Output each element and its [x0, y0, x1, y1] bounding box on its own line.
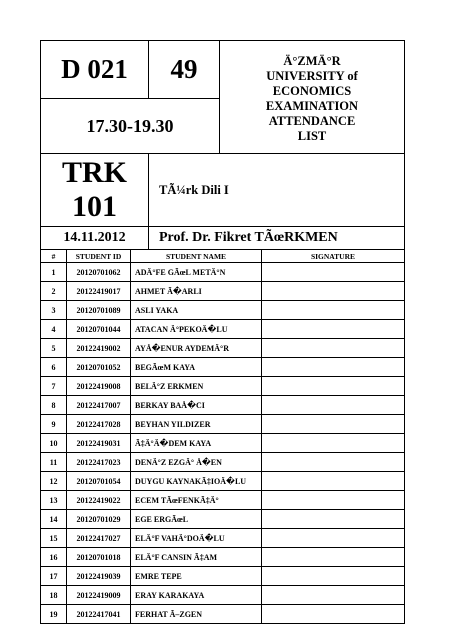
col-name-header: STUDENT NAME [131, 250, 262, 263]
university-line: UNIVERSITY of [266, 69, 358, 83]
student-name: ATACAN Ä°PEKOÄ�LU [131, 320, 262, 339]
student-id: 20122419008 [67, 377, 131, 396]
col-number-header: # [41, 250, 67, 263]
signature-cell[interactable] [262, 415, 405, 434]
student-name: ERAY KARAKAYA [131, 586, 262, 605]
table-row [41, 320, 405, 339]
university-line: EXAMINATION [265, 99, 359, 113]
exam-date: 14.11.2012 [41, 227, 149, 249]
student-id: 20122419031 [67, 434, 131, 453]
student-name: AHMET Ã�ARLI [131, 282, 262, 301]
table-row [41, 415, 405, 434]
student-id: 20120701044 [67, 320, 131, 339]
course-code [41, 154, 149, 226]
student-id: 20120701089 [67, 301, 131, 320]
student-name: ECEM TÃœFENKÃ‡Ä° [131, 491, 262, 510]
row-number: 7 [41, 377, 67, 396]
signature-cell[interactable] [262, 567, 405, 586]
row-number: 8 [41, 396, 67, 415]
table-header-row [41, 250, 405, 263]
row-number: 1 [41, 263, 67, 282]
meta-section [41, 227, 404, 250]
header-section [41, 41, 404, 154]
student-name: ELÄ°F CANSIN Ã‡AM [131, 548, 262, 567]
table-body [41, 263, 405, 624]
table-row [41, 339, 405, 358]
university-line: LIST [297, 129, 327, 143]
signature-cell[interactable] [262, 377, 405, 396]
table-row [41, 434, 405, 453]
student-id: 20120701054 [67, 472, 131, 491]
row-number: 13 [41, 491, 67, 510]
room-number: 49 [149, 41, 220, 99]
course-section [41, 154, 404, 227]
signature-cell[interactable] [262, 491, 405, 510]
university-line: ECONOMICS [272, 84, 352, 98]
row-number: 12 [41, 472, 67, 491]
attendance-sheet [40, 40, 405, 624]
student-id: 20120701052 [67, 358, 131, 377]
table-row [41, 396, 405, 415]
signature-cell[interactable] [262, 282, 405, 301]
signature-cell[interactable] [262, 453, 405, 472]
row-number: 11 [41, 453, 67, 472]
signature-cell[interactable] [262, 396, 405, 415]
student-name: BELÄ°Z ERKMEN [131, 377, 262, 396]
student-id: 20120701062 [67, 263, 131, 282]
row-number: 19 [41, 605, 67, 624]
student-id: 20122419039 [67, 567, 131, 586]
student-name: FERHAT Ã–ZGEN [131, 605, 262, 624]
row-number: 17 [41, 567, 67, 586]
student-name: BEYHAN YILDIZER [131, 415, 262, 434]
row-number: 5 [41, 339, 67, 358]
table-row [41, 358, 405, 377]
table-row [41, 263, 405, 282]
student-name: ASLI YAKA [131, 301, 262, 320]
university-title [220, 41, 404, 153]
signature-cell[interactable] [262, 434, 405, 453]
signature-cell[interactable] [262, 358, 405, 377]
table-row [41, 510, 405, 529]
student-name: DENÄ°Z EZGÄ° Å�EN [131, 453, 262, 472]
student-name: AYÅ�ENUR AYDEMÄ°R [131, 339, 262, 358]
row-number: 4 [41, 320, 67, 339]
signature-cell[interactable] [262, 472, 405, 491]
student-id: 20122417007 [67, 396, 131, 415]
table-row [41, 301, 405, 320]
student-id: 20122417041 [67, 605, 131, 624]
signature-cell[interactable] [262, 548, 405, 567]
student-table [40, 249, 405, 624]
row-number: 15 [41, 529, 67, 548]
student-id: 20122419017 [67, 282, 131, 301]
table-row [41, 491, 405, 510]
exam-code: D 021 [41, 41, 149, 99]
student-id: 20122419022 [67, 491, 131, 510]
student-name: BEGÃœM KAYA [131, 358, 262, 377]
signature-cell[interactable] [262, 510, 405, 529]
col-signature-header: SIGNATURE [262, 250, 405, 263]
col-id-header: STUDENT ID [67, 250, 131, 263]
table-row [41, 453, 405, 472]
exam-time: 17.30-19.30 [41, 99, 220, 153]
student-id: 20120701029 [67, 510, 131, 529]
student-id: 20122419002 [67, 339, 131, 358]
signature-cell[interactable] [262, 320, 405, 339]
student-id: 20122417027 [67, 529, 131, 548]
signature-cell[interactable] [262, 339, 405, 358]
table-row [41, 548, 405, 567]
course-code-line: TRK [61, 156, 127, 189]
university-line: Ä°ZMÄ°R [283, 54, 341, 68]
signature-cell[interactable] [262, 605, 405, 624]
table-row [41, 605, 405, 624]
signature-cell[interactable] [262, 263, 405, 282]
student-name: Ã‡Ä°Ä�DEM KAYA [131, 434, 262, 453]
student-id: 20122417028 [67, 415, 131, 434]
table-row [41, 586, 405, 605]
student-id: 20122417023 [67, 453, 131, 472]
row-number: 18 [41, 586, 67, 605]
row-number: 6 [41, 358, 67, 377]
table-row [41, 282, 405, 301]
signature-cell[interactable] [262, 301, 405, 320]
instructor-name: Prof. Dr. Fikret TÃœRKMEN [159, 230, 338, 245]
row-number: 9 [41, 415, 67, 434]
table-row [41, 472, 405, 491]
signature-cell[interactable] [262, 529, 405, 548]
student-name: EGE ERGÃœL [131, 510, 262, 529]
row-number: 16 [41, 548, 67, 567]
row-number: 10 [41, 434, 67, 453]
course-code-line: 101 [72, 190, 117, 223]
student-name: BERKAY BAÅ�CI [131, 396, 262, 415]
signature-cell[interactable] [262, 586, 405, 605]
table-row [41, 377, 405, 396]
university-line: ATTENDANCE [268, 114, 356, 128]
row-number: 14 [41, 510, 67, 529]
table-row [41, 529, 405, 548]
table-row [41, 567, 405, 586]
student-name: ELÄ°F VAHÄ°DOÄ�LU [131, 529, 262, 548]
course-name: TÃ¼rk Dili I [159, 182, 229, 197]
student-name: EMRE TEPE [131, 567, 262, 586]
row-number: 3 [41, 301, 67, 320]
student-id: 20120701018 [67, 548, 131, 567]
student-name: ADÄ°FE GÃœL METÄ°N [131, 263, 262, 282]
row-number: 2 [41, 282, 67, 301]
student-id: 20122419009 [67, 586, 131, 605]
student-name: DUYGU KAYNAKÃ‡IOÄ�LU [131, 472, 262, 491]
